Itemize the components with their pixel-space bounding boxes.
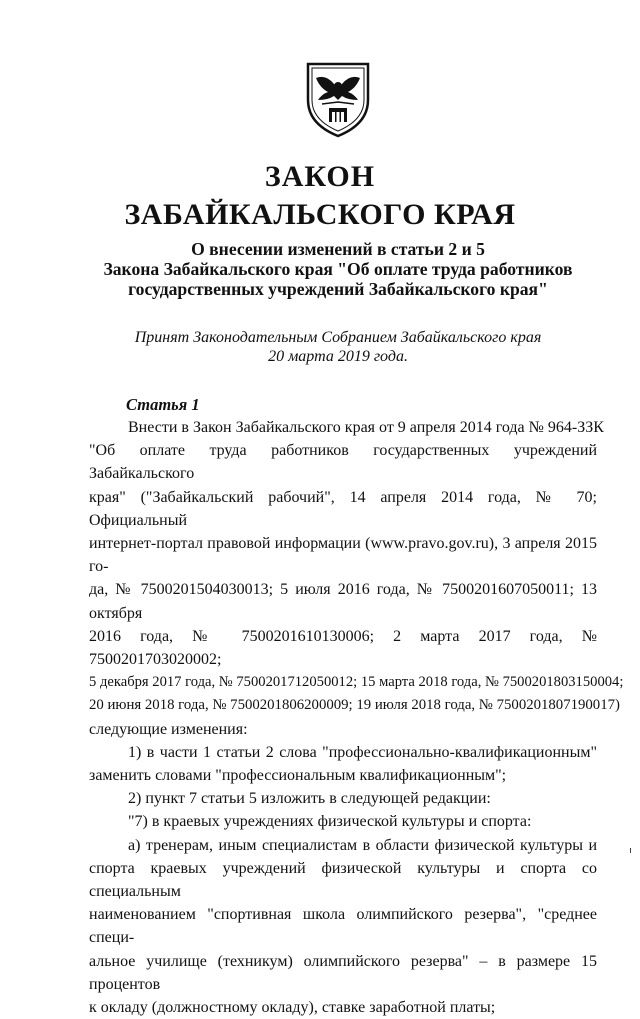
body-line: Внести в Закон Забайкальского края от 9 апреля 2014 года № 964-ЗЗК — [128, 419, 604, 436]
adoption-date: 20 марта 2019 года. — [268, 348, 408, 365]
article-title: Статья 1 — [126, 395, 200, 414]
article-body — [89, 416, 624, 1019]
subtitle-line: государственных учреждений Забайкальского края" — [128, 279, 548, 299]
body-line: заменить словами "профессиональным квалификационным"; — [89, 767, 507, 785]
law-subtitle — [0, 239, 640, 299]
subtitle-line: О внесении изменений в статьи 2 и 5 — [191, 239, 485, 259]
body-line: края" ("Забайкальский рабочий", 14 апреля 2014 года, № 70; Официальный — [89, 488, 597, 529]
adoption-note — [0, 328, 640, 366]
law-title: ЗАКОН — [264, 160, 376, 193]
coat-of-arms-emblem — [302, 60, 374, 138]
body-line: альное училище (техникум) олимпийского резерва" – в размере 15 процентов — [89, 952, 597, 993]
body-line: "Об оплате труда работников государственных учреждений Забайкальского — [89, 442, 597, 483]
body-line: 5 декабря 2017 года, № 7500201712050012; 15 марта 2018 года, № 7500201803150004; — [89, 674, 624, 691]
body-line: спорта краевых учреждений физической культуры и спорта со специальным — [89, 859, 597, 901]
body-line: следующие изменения: — [89, 720, 248, 738]
scan-mark — [630, 848, 631, 853]
body-line: 2016 года, № 7500201610130006; 2 марта 2017 года, № 7500201703020002; — [89, 627, 597, 669]
law-region-title: ЗАБАЙКАЛЬСКОГО КРАЯ — [124, 198, 516, 231]
body-line: 20 июня 2018 года, № 7500201806200009; 19 июля 2018 года, № 7500201807190017) — [89, 697, 620, 714]
body-line: 1) в части 1 статьи 2 слова "профессионально-квалификационным" — [128, 743, 597, 761]
body-line: интернет-портал правовой информации (www.pravo.gov.ru), 3 апреля 2015 го- — [89, 535, 597, 576]
body-line: да, № 7500201504030013; 5 июля 2016 года, № 7500201607050011; 13 октября — [89, 581, 597, 622]
body-line: наименованием "спортивная школа олимпийского резерва", "среднее специ- — [89, 906, 597, 947]
body-line: 2) пункт 7 статьи 5 изложить в следующей редакции: — [128, 790, 491, 808]
body-line: к окладу (должностному окладу), ставке заработной платы; — [89, 999, 496, 1017]
body-line: а) тренерам, иным специалистам в области физической культуры и — [128, 836, 597, 854]
adoption-line: Принят Законодательным Собранием Забайкальского края — [134, 329, 542, 346]
subtitle-line: Закона Забайкальского края "Об оплате труда работников — [103, 259, 573, 279]
body-line: "7) в краевых учреждениях физической культуры и спорта: — [128, 813, 532, 831]
